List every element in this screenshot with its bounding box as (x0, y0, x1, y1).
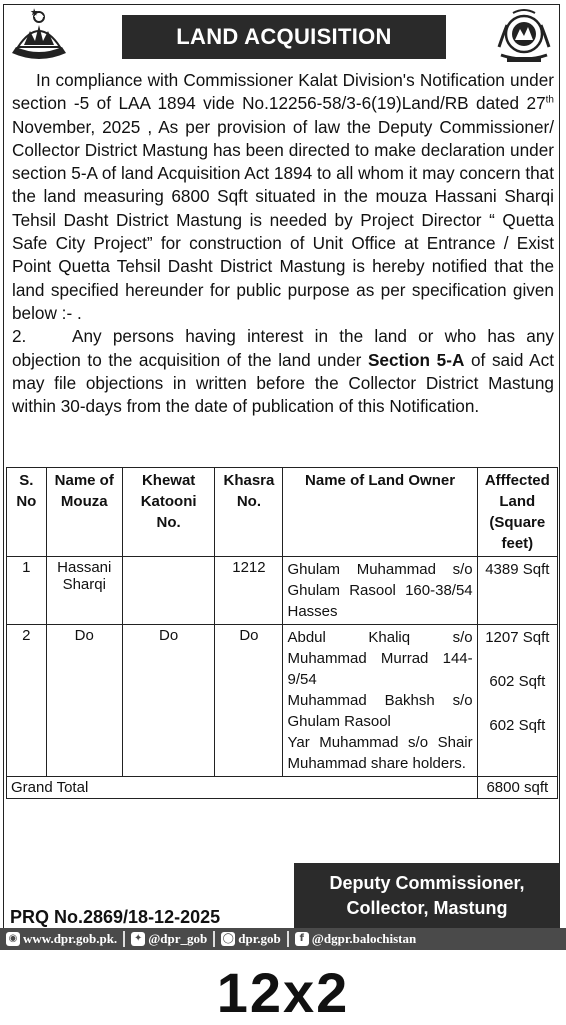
footer-instagram-text: dpr.gob (238, 931, 281, 946)
cell-sno: 2 (7, 625, 47, 777)
signature-line-1: Deputy Commissioner, (329, 873, 525, 893)
footer-website-text: www.dpr.gob.pk. (23, 931, 118, 946)
footer-twitter[interactable] (131, 931, 207, 947)
cell-mouza: Hassani Sharqi (46, 557, 122, 625)
owner-entry: Yar Muhammad s/o Shair Muhammad share holders. (287, 734, 473, 772)
area-entry: 602 Sqft (489, 717, 546, 734)
owner-entry: Muhammad Bakhsh s/o Ghulam Rasool (287, 692, 473, 730)
paragraph-1-text-continued: November, 2025 , As per provision of law the Deputy Commissioner/ Collector District Mastung has been directed to make declaration under section 5-A of land Acquisition Act 1894 to all whom it may concern that the land measuring 6800 Sqft situated in the mouza Hassani Sharqi Tehsil Dasht District Mastung is needed by Project Director “ Quetta Safe City Project” for construction of Unit Office at Entrance / Exist Point Quetta Tehsil Dasht District Mastung is hereby notified that the land specified hereunder for public purpose as per specification given below :- . (12, 116, 554, 323)
notice-body (12, 69, 554, 418)
grand-total-row (7, 777, 558, 799)
page-title: LAND ACQUISITION (122, 15, 446, 59)
cell-affected-land (477, 625, 557, 777)
ad-size-label: 12x2 (216, 961, 350, 1024)
notice-frame (3, 4, 560, 950)
paragraph-2-number: 2. (12, 326, 27, 347)
area-entry: 1207 Sqft (485, 629, 550, 646)
date-ordinal-suffix: th (545, 94, 554, 106)
instagram-icon: ◯ (222, 933, 234, 944)
cell-khewat (122, 557, 215, 625)
footer-bar (0, 928, 566, 950)
table-row (7, 557, 558, 625)
header-mouza: Name of Mouza (46, 468, 122, 557)
paragraph-2-text-continued: of said Act may file objections in written before the Collector District Mastung within 30-days from the date of publication of this Notification. (12, 349, 554, 417)
owner-entry: Abdul Khaliq s/o Muhammad Murrad 144-9/54 (287, 629, 473, 688)
cell-mouza: Do (46, 625, 122, 777)
table-header-row (7, 468, 558, 557)
mastung-district-emblem-icon (493, 7, 555, 65)
header-owner: Name of Land Owner (283, 468, 477, 557)
cell-khasra: Do (215, 625, 283, 777)
cell-owner (283, 625, 477, 777)
grand-total-label: Grand Total (7, 777, 478, 799)
cell-khasra: 1212 (215, 557, 283, 625)
facebook-icon: f (295, 932, 309, 946)
section-reference: Section 5-A (367, 349, 465, 370)
area-spacer (482, 692, 553, 715)
footer-divider (123, 931, 125, 947)
paragraph-1-text: In compliance with Commissioner Kalat Division's Notification under section -5 of LAA 1894 vide No.12256-58/3-6(19)Land/RB dated 27 (12, 70, 554, 114)
twitter-icon: ✦ (131, 932, 145, 946)
header-affected-land: Afffected Land (Square feet) (477, 468, 557, 557)
footer-facebook-text: @dgpr.balochistan (311, 931, 417, 946)
balochistan-emblem-icon (8, 7, 70, 65)
area-spacer (482, 648, 553, 671)
area-entry: 4389 Sqft (485, 561, 550, 578)
footer-twitter-text: @dpr_gob (148, 931, 208, 946)
footer-divider (213, 931, 215, 947)
grand-total-value: 6800 sqft (477, 777, 557, 799)
header-khewat: Khewat Katooni No. (122, 468, 215, 557)
footer-website[interactable] (6, 931, 117, 947)
cell-owner (283, 557, 477, 625)
cell-affected-land (477, 557, 557, 625)
owner-entry: Ghulam Muhammad s/o Ghulam Rasool 160-38/54 Hasses (287, 561, 473, 620)
header-sno: S. No (7, 468, 47, 557)
area-entry: 602 Sqft (489, 673, 546, 690)
prq-number: PRQ No.2869/18-12-2025 (10, 907, 221, 927)
header-khasra: Khasra No. (215, 468, 283, 557)
cell-khewat: Do (122, 625, 215, 777)
globe-icon: ◉ (6, 932, 20, 946)
paragraph-2 (12, 325, 554, 418)
table-row (7, 625, 558, 777)
footer-facebook[interactable] (295, 931, 416, 947)
paragraph-2-text: Any persons having interest in the land or who has any objection to the acquisition of the land under (12, 326, 554, 370)
cell-sno: 1 (7, 557, 47, 625)
signature-block (294, 863, 560, 929)
footer-instagram[interactable] (221, 931, 281, 947)
notice-header (4, 5, 561, 67)
footer-divider (287, 931, 289, 947)
land-specification-table (6, 467, 558, 799)
signature-line-2: Collector, Mastung (346, 898, 508, 918)
paragraph-1 (12, 69, 554, 325)
